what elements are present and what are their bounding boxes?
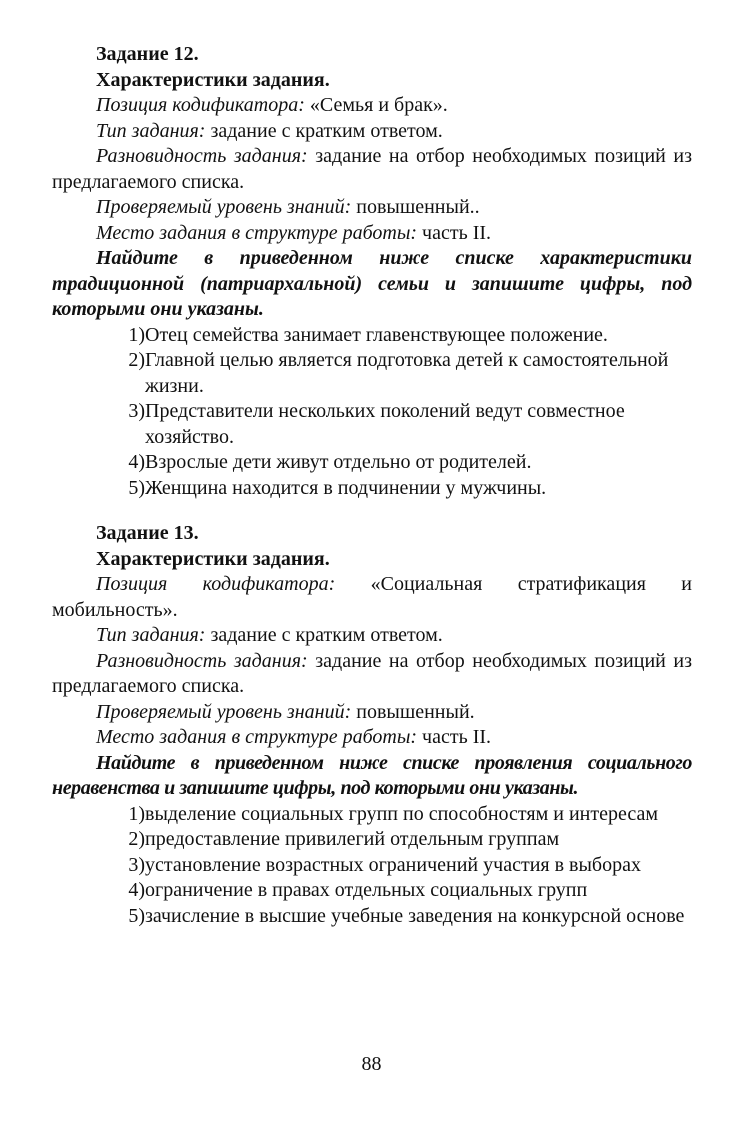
option-number: 5): [128, 904, 145, 927]
field-value: часть II.: [417, 221, 492, 244]
field-level: [52, 700, 692, 726]
field-variety: [52, 144, 692, 195]
option-text: зачисление в высшие учебные заведения на конкурсной основе: [145, 904, 685, 927]
task-title: Задание 13.: [96, 522, 199, 544]
answer-options: [52, 323, 692, 502]
field-value: задание на отбор необходимых позиций из предлагаемого списка.: [52, 145, 693, 193]
field-value: «Социальная стратификация и мобильность».: [52, 573, 692, 621]
field-label: Разновидность задания:: [96, 145, 308, 167]
option-text: ограничение в правах отдельных социальных групп: [145, 879, 588, 901]
option-number: 4): [128, 879, 145, 901]
field-label: Тип задания:: [96, 119, 206, 142]
field-label: Проверяемый уровень знаний:: [96, 196, 352, 218]
option-item: [124, 853, 692, 879]
field-label: Тип задания:: [96, 624, 206, 646]
field-type: [52, 623, 692, 649]
field-variety: [52, 649, 692, 700]
task-title: Задание 12.: [96, 43, 199, 65]
option-number: 3): [128, 400, 145, 422]
field-value: повышенный..: [351, 196, 480, 218]
option-number: 4): [128, 451, 145, 473]
option-text: выделение социальных групп по способностям и интересам: [145, 802, 658, 825]
field-label: Место задания в структуре работы:: [96, 726, 418, 748]
option-number: 1): [128, 802, 145, 825]
task-instruction: Найдите в приведенном ниже списке проявления социального неравенства и запишите цифры, под которыми они указаны.: [52, 751, 692, 799]
field-value: задание на отбор необходимых позиций из предлагаемого списка.: [52, 649, 693, 697]
task-13: [52, 521, 692, 929]
option-item: [124, 904, 692, 930]
option-item: [124, 399, 692, 450]
field-value: «Семья и брак».: [304, 94, 448, 116]
page-number: 88: [361, 1053, 382, 1075]
option-number: 2): [128, 828, 145, 850]
option-item: [124, 476, 692, 502]
task-12: [52, 42, 692, 501]
option-item: [124, 450, 692, 476]
option-number: 5): [128, 476, 145, 499]
option-text: установление возрастных ограничений участия в выборах: [145, 853, 641, 876]
task-subtitle: Характеристики задания.: [96, 547, 330, 570]
option-item: [124, 878, 692, 904]
field-label: Место задания в структуре работы:: [96, 221, 418, 244]
field-level: [52, 195, 692, 221]
answer-options: [52, 802, 692, 930]
task-list: [52, 42, 692, 929]
field-label: Позиция кодификатора:: [96, 573, 336, 595]
field-value: задание с кратким ответом.: [205, 624, 443, 646]
field-value: часть II.: [417, 726, 492, 748]
option-item: [124, 323, 692, 349]
option-item: [124, 802, 692, 828]
option-text: Женщина находится в подчинении у мужчины.: [145, 476, 547, 499]
option-text: Отец семейства занимает главенствующее положение.: [145, 323, 608, 346]
option-text: предоставление привилегий отдельным группам: [145, 828, 560, 850]
field-value: повышенный.: [351, 700, 475, 723]
option-text: Главной целью является подготовка детей к самостоятельной жизни.: [145, 349, 669, 397]
field-value: задание с кратким ответом.: [205, 119, 443, 142]
field-label: Проверяемый уровень знаний:: [96, 700, 352, 723]
field-place: [52, 221, 692, 247]
option-number: 1): [128, 323, 145, 346]
field-label: Позиция кодификатора:: [96, 94, 305, 116]
option-text: Представители нескольких поколений ведут совместное хозяйство.: [145, 400, 625, 448]
field-codifier: [52, 93, 692, 119]
field-label: Разновидность задания:: [96, 649, 308, 672]
option-text: Взрослые дети живут отдельно от родителей.: [145, 451, 532, 473]
option-number: 3): [128, 853, 145, 876]
option-item: [124, 348, 692, 399]
option-item: [124, 827, 692, 853]
field-codifier: [52, 572, 692, 623]
option-number: 2): [128, 349, 145, 371]
task-instruction: Найдите в приведенном ниже списке характеристики традиционной (патриархальной) семьи и запишите цифры, под которыми они указаны.: [52, 247, 692, 320]
field-place: [52, 725, 692, 751]
field-type: [52, 119, 692, 145]
task-subtitle: Характеристики задания.: [96, 68, 330, 91]
